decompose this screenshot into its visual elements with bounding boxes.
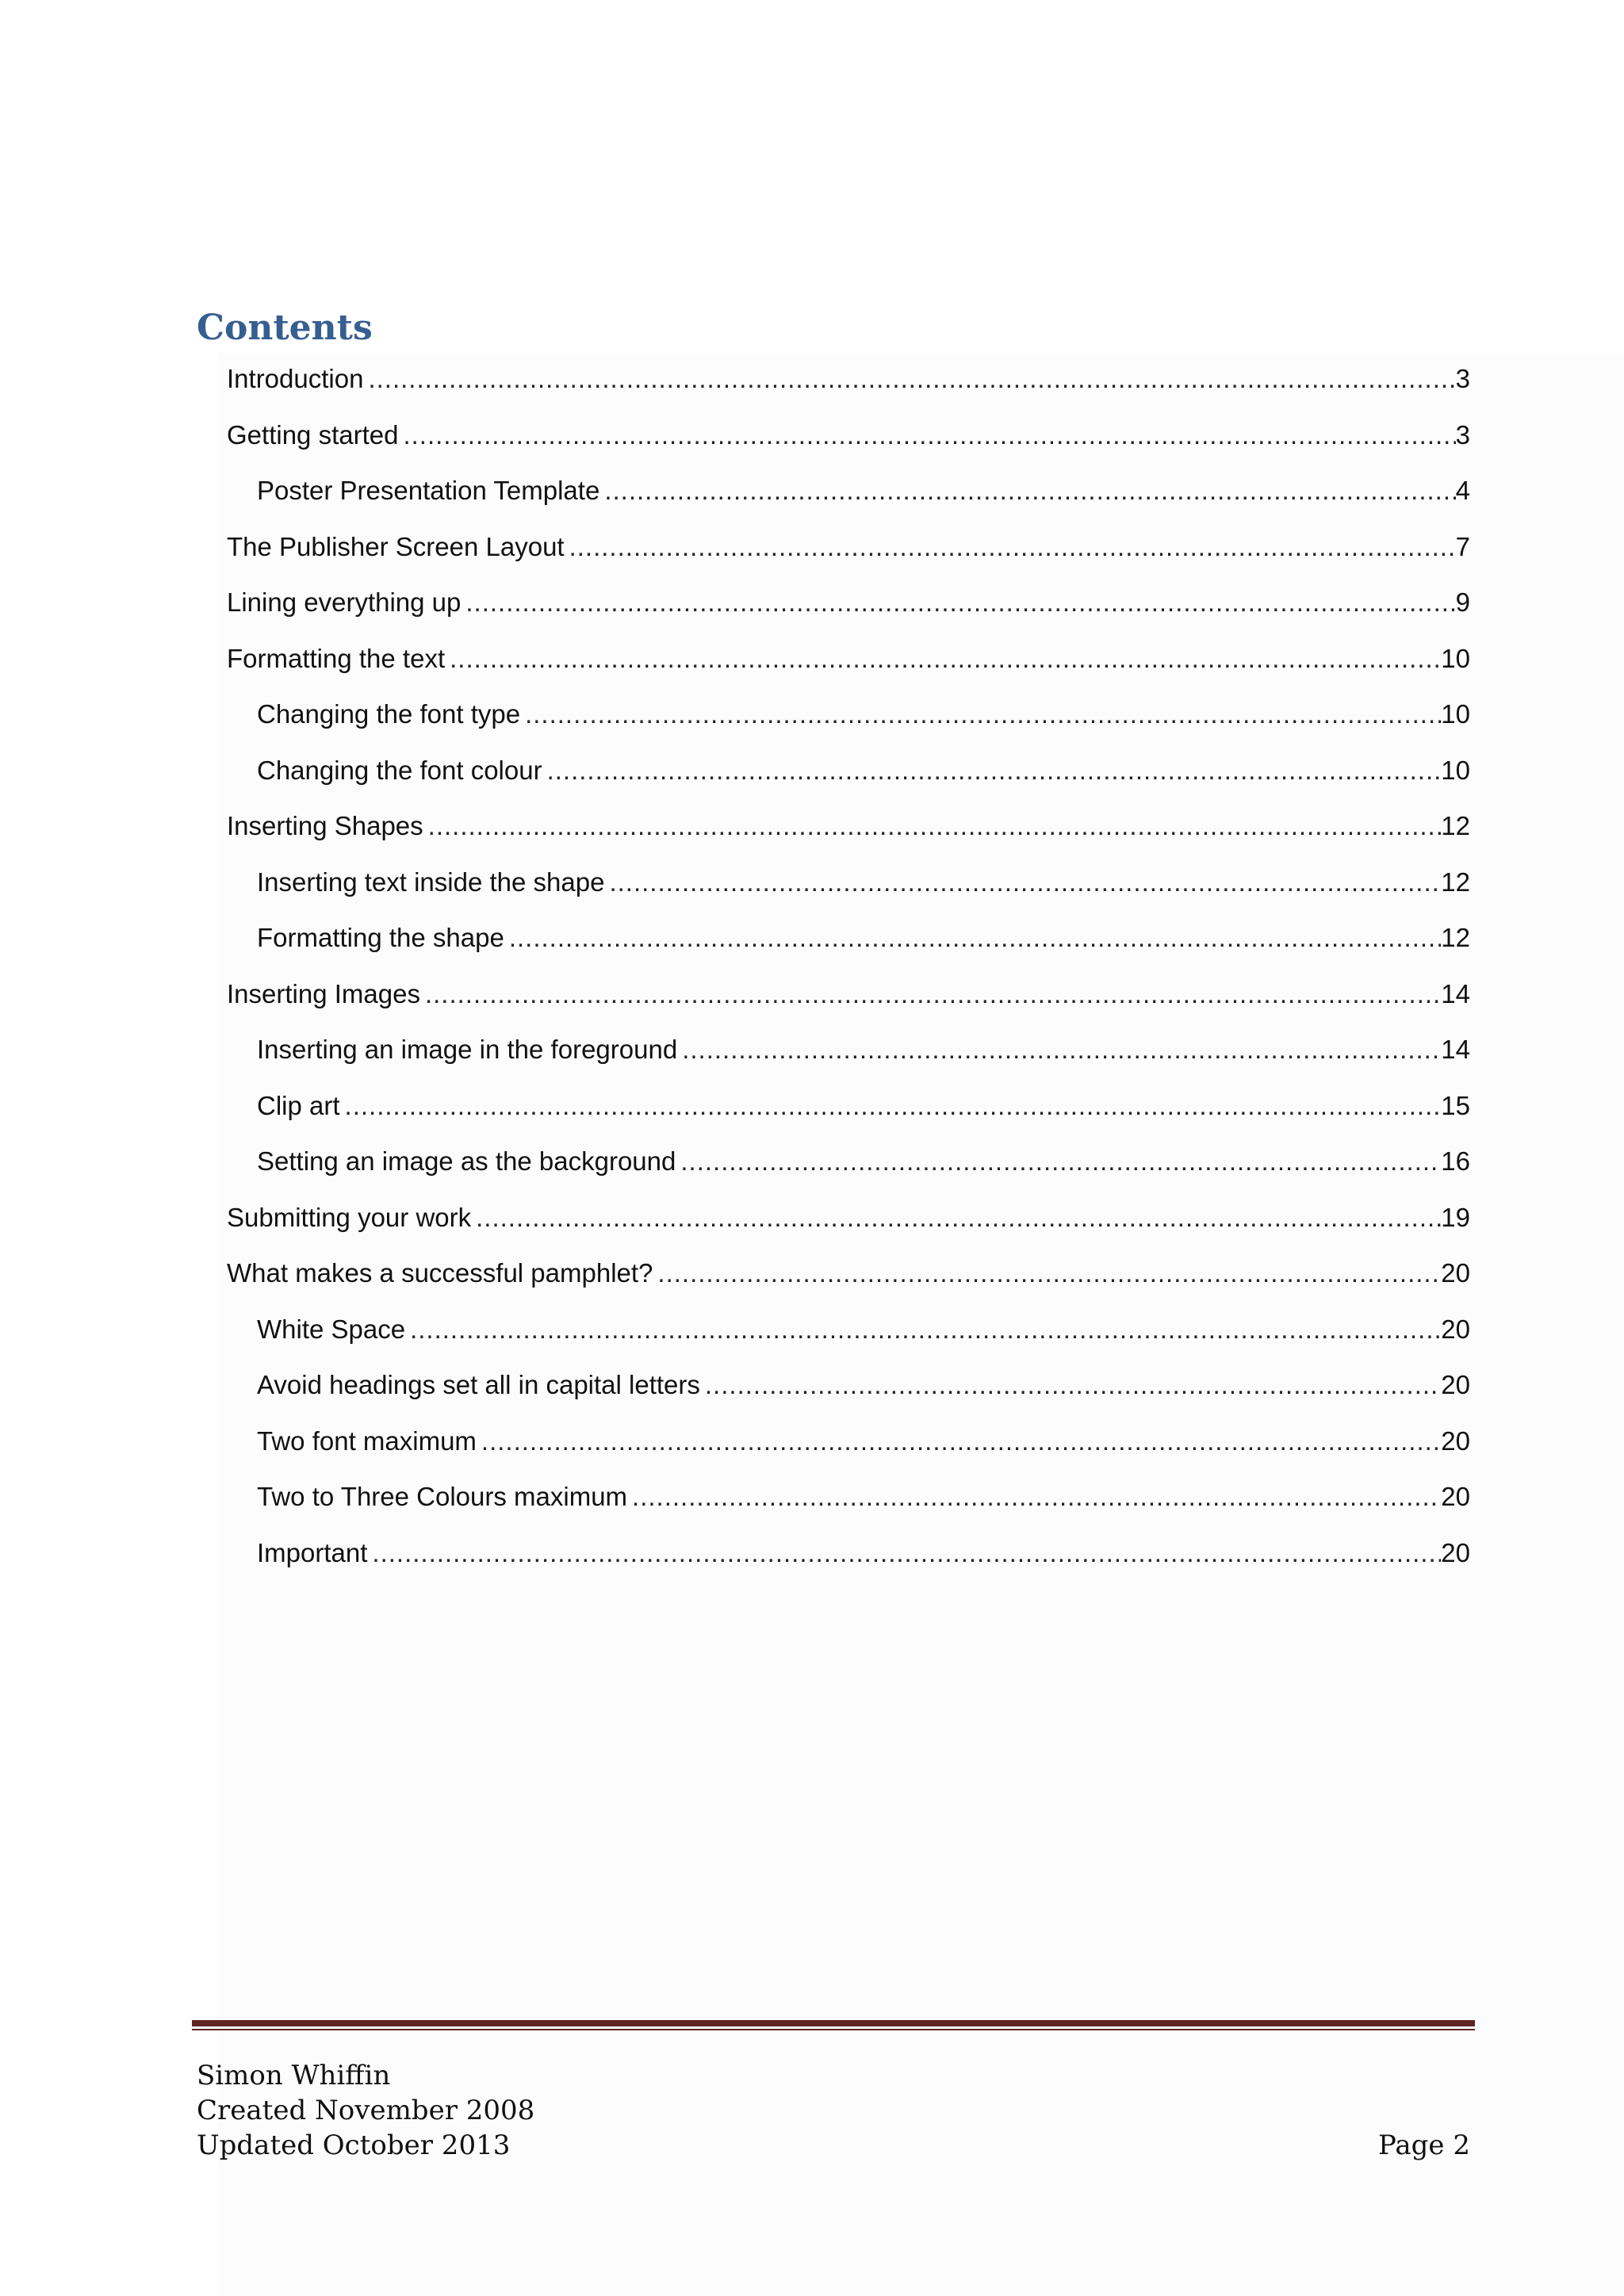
toc-dot-leader	[700, 1364, 1441, 1406]
toc-entry-title: Changing the font colour	[257, 755, 542, 785]
toc-entry-link[interactable]	[227, 582, 1470, 623]
toc-entry-page-number: 10	[1441, 643, 1470, 673]
toc-entry-page-number: 14	[1441, 978, 1470, 1008]
toc-entry-link[interactable]	[227, 1197, 1470, 1238]
toc-entry	[0, 582, 1624, 638]
toc-entry-link[interactable]	[227, 638, 1470, 679]
toc-entry-title: Clip art	[257, 1090, 340, 1120]
toc-entry	[0, 470, 1624, 526]
toc-entry	[0, 750, 1624, 806]
toc-entry-page-number: 12	[1441, 867, 1470, 897]
toc-dot-leader	[423, 806, 1442, 847]
toc-dot-leader	[340, 1085, 1442, 1127]
toc-dot-leader	[520, 694, 1441, 735]
toc-dot-leader	[445, 638, 1441, 679]
toc-entry-page-number: 20	[1441, 1314, 1470, 1344]
toc-entry-title: Setting an image as the background	[257, 1146, 676, 1176]
toc-entry-page-number: 10	[1441, 755, 1470, 785]
toc-entry	[0, 1253, 1624, 1309]
toc-entry-title: Inserting Images	[227, 978, 420, 1008]
toc-dot-leader	[504, 917, 1441, 959]
toc-entry-title: Important	[257, 1537, 368, 1567]
toc-entry-page-number: 12	[1441, 811, 1470, 840]
toc-entry-link[interactable]	[257, 1141, 1470, 1182]
toc-entry-link[interactable]	[257, 1364, 1470, 1406]
toc-entry	[0, 1309, 1624, 1365]
toc-entry-page-number: 14	[1441, 1035, 1470, 1064]
footer-author: Simon Whiffin	[197, 2060, 391, 2091]
toc-dot-leader	[627, 1476, 1441, 1517]
toc-entry-page-number: 4	[1455, 476, 1470, 505]
toc-entry	[0, 1197, 1624, 1253]
toc-entry	[0, 862, 1624, 918]
toc-entry-title: White Space	[257, 1314, 406, 1344]
toc-entry-title: Two to Three Colours maximum	[257, 1482, 628, 1511]
toc-dot-leader	[405, 1309, 1441, 1350]
toc-dot-leader	[565, 526, 1456, 568]
footer-info	[197, 2058, 534, 2163]
toc-entry-title: The Publisher Screen Layout	[227, 531, 565, 561]
toc-entry-title: Changing the font type	[257, 699, 521, 729]
toc-entry-title: Formatting the text	[227, 643, 446, 673]
toc-entry-link[interactable]	[257, 1029, 1470, 1070]
footer-rule-thin	[192, 2029, 1475, 2030]
toc-dot-leader	[542, 750, 1442, 791]
toc-entry-page-number: 20	[1441, 1258, 1470, 1288]
footer-page-number: Page 2	[1378, 2130, 1470, 2161]
toc-entry-link[interactable]	[227, 526, 1470, 568]
toc-entry	[0, 917, 1624, 974]
toc-entry-page-number: 10	[1441, 699, 1470, 729]
toc-entry-link[interactable]	[257, 694, 1470, 735]
toc-entry-page-number: 19	[1441, 1202, 1470, 1232]
toc-entry	[0, 358, 1624, 415]
toc-entry-page-number: 16	[1441, 1146, 1470, 1176]
toc-entry	[0, 1533, 1624, 1589]
toc-entry-title: Lining everything up	[227, 587, 462, 617]
toc-entry-link[interactable]	[227, 806, 1470, 847]
toc-entry	[0, 1364, 1624, 1421]
toc-entry-page-number: 7	[1455, 531, 1470, 561]
toc-dot-leader	[653, 1253, 1441, 1294]
toc-entry-title: Inserting an image in the foreground	[257, 1035, 678, 1064]
toc-entry-link[interactable]	[257, 470, 1470, 511]
toc-entry-link[interactable]	[227, 415, 1470, 456]
toc-entry-title: Formatting the shape	[257, 923, 504, 952]
toc-entry-title: What makes a successful pamphlet?	[227, 1258, 653, 1288]
toc-entry	[0, 638, 1624, 695]
footer-updated-date: Updated October 2013	[197, 2130, 511, 2161]
toc-entry-link[interactable]	[227, 1253, 1470, 1294]
toc-entry-page-number: 9	[1455, 587, 1470, 617]
toc-entry-link[interactable]	[227, 974, 1470, 1015]
toc-entry-link[interactable]	[227, 358, 1470, 400]
toc-entry-title: Avoid headings set all in capital letters	[257, 1370, 700, 1399]
toc-entry	[0, 1085, 1624, 1142]
toc-entry-link[interactable]	[257, 1476, 1470, 1517]
toc-entry-page-number: 20	[1441, 1482, 1470, 1511]
toc-dot-leader	[599, 470, 1455, 511]
toc-entry	[0, 1476, 1624, 1533]
toc-entry-link[interactable]	[257, 1085, 1470, 1127]
toc-entry-link[interactable]	[257, 1309, 1470, 1350]
toc-entry	[0, 1141, 1624, 1197]
toc-entry-title: Poster Presentation Template	[257, 476, 600, 505]
toc-entry	[0, 1421, 1624, 1477]
toc-entry-page-number: 20	[1441, 1370, 1470, 1399]
toc-entry-link[interactable]	[257, 1421, 1470, 1462]
toc-entry-page-number: 3	[1455, 419, 1470, 450]
toc-entry-link[interactable]	[257, 750, 1470, 791]
toc-entry	[0, 974, 1624, 1030]
toc-entry-page-number: 3	[1455, 364, 1470, 393]
toc-dot-leader	[676, 1141, 1441, 1182]
toc-dot-leader	[677, 1029, 1441, 1070]
footer-rule	[192, 2020, 1475, 2031]
toc-entry	[0, 415, 1624, 471]
toc-entry-title: Inserting Shapes	[227, 811, 423, 840]
table-of-contents	[0, 358, 1624, 1588]
toc-entry-title: Inserting text inside the shape	[257, 867, 605, 897]
toc-dot-leader	[477, 1421, 1441, 1462]
toc-entry-title: Two font maximum	[257, 1425, 477, 1456]
toc-entry-page-number: 12	[1441, 923, 1470, 952]
toc-dot-leader	[461, 582, 1455, 623]
toc-dot-leader	[604, 862, 1441, 903]
toc-entry	[0, 526, 1624, 583]
toc-dot-leader	[367, 1533, 1441, 1574]
footer-rule-thick	[192, 2020, 1475, 2026]
toc-entry-link[interactable]	[257, 917, 1470, 959]
toc-entry-title: Submitting your work	[227, 1202, 472, 1232]
toc-entry-page-number: 20	[1441, 1537, 1470, 1567]
footer-created-date: Created November 2008	[197, 2095, 535, 2126]
toc-entry	[0, 694, 1624, 750]
contents-heading: Contents	[197, 308, 373, 348]
toc-dot-leader	[471, 1197, 1441, 1238]
toc-entry-title: Introduction	[227, 364, 364, 393]
toc-entry	[0, 1029, 1624, 1085]
toc-entry-link[interactable]	[257, 1533, 1470, 1574]
toc-dot-leader	[398, 415, 1455, 456]
toc-entry-link[interactable]	[257, 862, 1470, 903]
toc-dot-leader	[363, 358, 1455, 400]
toc-entry-page-number: 15	[1441, 1090, 1470, 1120]
toc-dot-leader	[420, 974, 1441, 1015]
toc-entry-title: Getting started	[227, 419, 399, 450]
toc-entry	[0, 806, 1624, 862]
toc-entry-page-number: 20	[1441, 1425, 1470, 1456]
